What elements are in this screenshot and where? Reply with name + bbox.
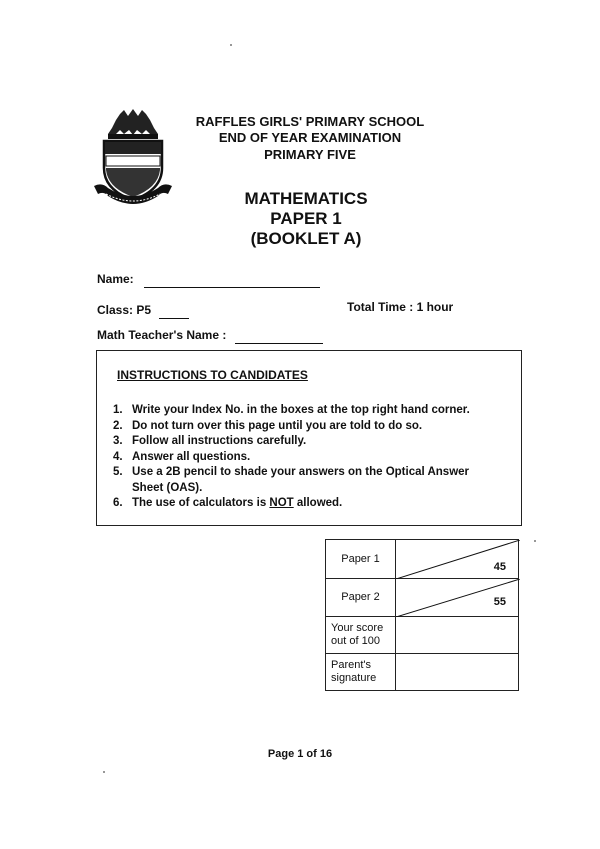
instruction-item: 2. Do not turn over this page until you are told to do so. xyxy=(113,419,423,432)
instruction-item: 5. Use a 2B pencil to shade your answers on the Optical Answer Sheet (OAS). xyxy=(113,466,470,494)
class-field xyxy=(97,301,189,319)
total-time: Total Time : 1 hour xyxy=(347,300,454,314)
total-score-label: Your score out of 100 xyxy=(326,617,396,654)
paper1-max-score: 45 xyxy=(493,561,506,573)
scan-speck xyxy=(534,540,536,542)
table-row xyxy=(326,654,519,691)
class-label: Class: P5 xyxy=(97,303,152,317)
table-row xyxy=(326,579,519,617)
instruction-item: 6. The use of calculators is NOT allowed. xyxy=(113,497,343,509)
instructions-list xyxy=(110,403,510,512)
paper2-label: Paper 2 xyxy=(326,579,396,617)
instructions-title: INSTRUCTIONS TO CANDIDATES xyxy=(117,368,308,382)
scan-speck xyxy=(230,44,232,46)
teacher-label: Math Teacher's Name : xyxy=(97,328,227,342)
paper1-label: Paper 1 xyxy=(326,540,396,579)
instruction-item: 4. Answer all questions. xyxy=(113,450,251,463)
table-row xyxy=(326,617,519,654)
score-table xyxy=(325,539,519,691)
diagonal-line xyxy=(396,540,520,579)
paper1-score-cell[interactable] xyxy=(396,540,519,579)
grade-level: PRIMARY FIVE xyxy=(264,147,356,162)
subject-title: MATHEMATICS xyxy=(244,189,368,208)
class-blank[interactable] xyxy=(159,318,189,319)
instruction-item: 1. Write your Index No. in the boxes at the top right hand corner. xyxy=(113,404,470,416)
parent-signature-cell[interactable] xyxy=(396,654,519,691)
name-field xyxy=(97,270,320,288)
school-name: RAFFLES GIRLS' PRIMARY SCHOOL xyxy=(195,114,425,129)
paper2-score-cell[interactable] xyxy=(396,579,519,617)
page-number: Page 1 of 16 xyxy=(267,748,333,760)
name-blank[interactable] xyxy=(144,287,320,288)
teacher-field xyxy=(97,326,323,344)
teacher-blank[interactable] xyxy=(235,343,323,344)
paper2-max-score: 55 xyxy=(493,596,506,608)
instruction-item: 3. Follow all instructions carefully. xyxy=(113,435,307,447)
total-score-cell[interactable] xyxy=(396,617,519,654)
emphasis-not: NOT xyxy=(269,497,294,509)
name-label: Name: xyxy=(97,272,134,286)
scan-speck xyxy=(103,771,105,773)
parent-signature-label: Parent's signature xyxy=(326,654,396,691)
table-row xyxy=(326,540,519,579)
exam-title: END OF YEAR EXAMINATION xyxy=(218,130,402,145)
paper-title: PAPER 1 xyxy=(270,209,342,228)
booklet-title: (BOOKLET A) xyxy=(250,229,362,248)
school-crest-logo xyxy=(92,108,174,212)
